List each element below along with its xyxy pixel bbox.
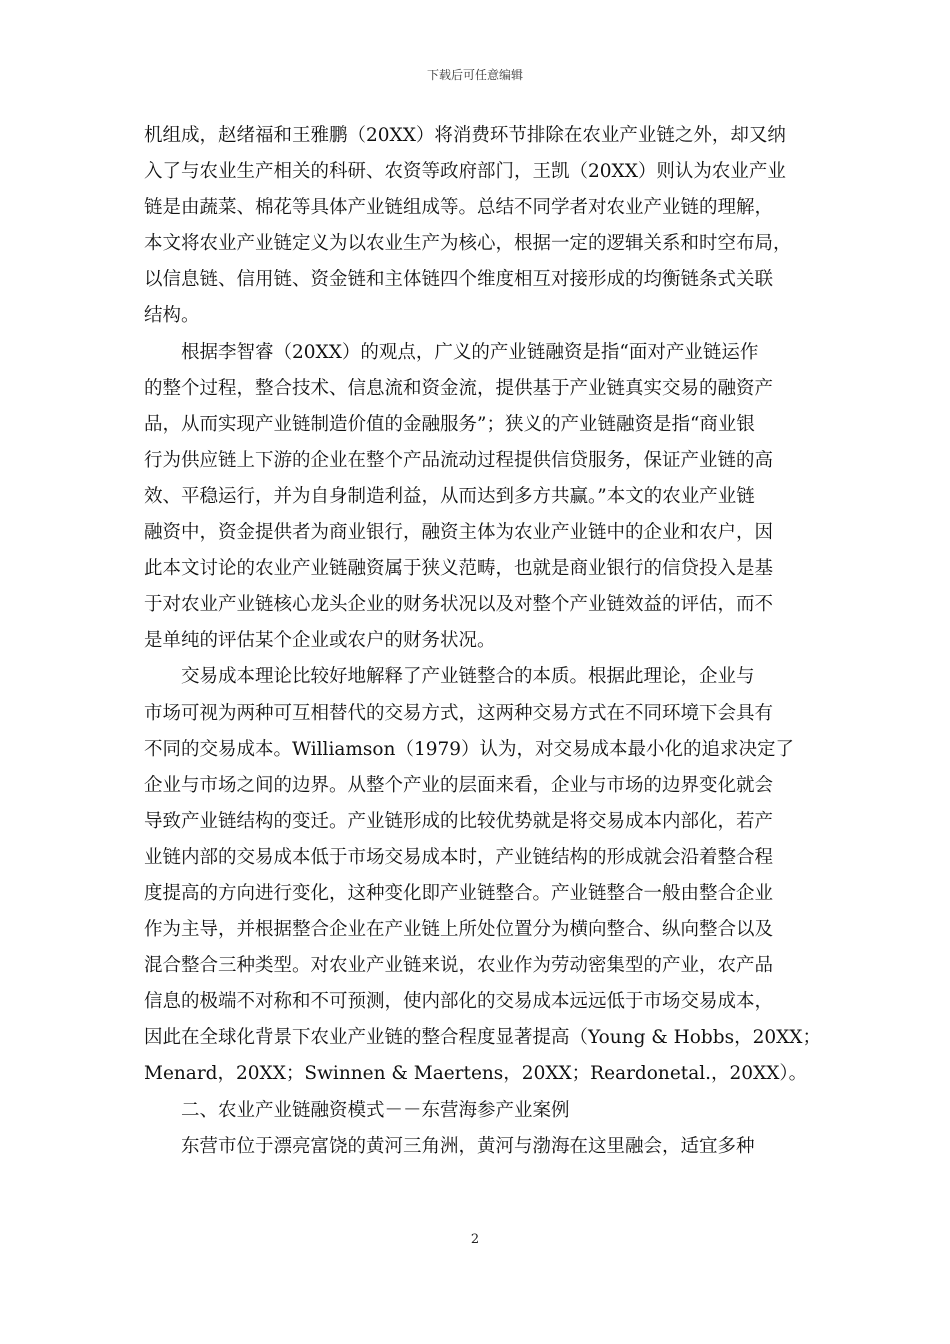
page-number: 2 — [470, 1232, 480, 1247]
text-line: 业链内部的交易成本低于市场交易成本时，产业链结构的形成就会沿着整合程 — [144, 846, 774, 868]
text-line: 作为主导，并根据整合企业在产业链上所处位置分为横向整合、纵向整合以及 — [144, 919, 774, 941]
text-line: 企业与市场之间的边界。从整个产业的层面来看，企业与市场的边界变化就会 — [144, 774, 774, 796]
text-line: 行为供应链上下游的企业在整个产品流动过程提供信贷服务，保证产业链的高 — [144, 449, 774, 471]
text-line: 度提高的方向进行变化，这种变化即产业链整合。产业链整合一般由整合企业 — [144, 882, 774, 904]
text-line: 效、平稳运行，并为自身制造利益，从而达到多方共赢。”本文的农业产业链 — [144, 485, 755, 507]
text-line: 链是由蔬菜、棉花等具体产业链组成等。总结不同学者对农业产业链的理解， — [144, 197, 774, 219]
text-line: 此本文讨论的农业产业链融资属于狭义范畴，也就是商业银行的信贷投入是基 — [144, 558, 774, 580]
text-line: 本文将农业产业链定义为以农业生产为核心，根据一定的逻辑关系和时空布局， — [144, 233, 792, 255]
text-line: 入了与农业生产相关的科研、农资等政府部门，王凯（20XX）则认为农业产业 — [144, 161, 786, 183]
text-line: 因此在全球化背景下农业产业链的整合程度显著提高（Young & Hobbs，20XX； — [144, 1027, 821, 1049]
section-heading: 二、农业产业链融资模式－－东营海参产业案例 — [144, 1099, 570, 1121]
text-line: 不同的交易成本。Williamson（1979）认为，对交易成本最小化的追求决定了 — [144, 738, 795, 760]
text-line: 根据李智睿（20XX）的观点，广义的产业链融资是指“面对产业链运作 — [144, 341, 759, 363]
text-line: 的整个过程，整合技术、信息流和资金流，提供基于产业链真实交易的融资产 — [144, 377, 774, 399]
text-line: Menard，20XX；Swinnen & Maertens，20XX；Reardonetal.，20XX）。 — [144, 1063, 808, 1085]
text-line: 机组成，赵绪福和王雅鹏（20XX）将消费环节排除在农业产业链之外，却又纳 — [144, 125, 786, 146]
text-line: 市场可视为两种可互相替代的交易方式，这两种交易方式在不同环境下会具有 — [144, 702, 774, 724]
text-line: 结构。 — [144, 305, 200, 327]
text-line: 是单纯的评估某个企业或农户的财务状况。 — [144, 630, 496, 652]
text-line: 以信息链、信用链、资金链和主体链四个维度相互对接形成的均衡链条式关联 — [144, 269, 774, 291]
text-line: 混合整合三种类型。对农业产业链来说，农业作为劳动密集型的产业，农产品 — [144, 955, 774, 977]
text-line: 信息的极端不对称和不可预测，使内部化的交易成本远远低于市场交易成本， — [144, 991, 774, 1013]
page-header: 下载后可任意编辑 — [426, 68, 523, 82]
text-line: 交易成本理论比较好地解释了产业链整合的本质。根据此理论，企业与 — [144, 666, 755, 688]
text-line: 于对农业产业链核心龙头企业的财务状况以及对整个产业链效益的评估，而不 — [144, 594, 774, 616]
text-line: 东营市位于漂亮富饶的黄河三角洲，黄河与渤海在这里融会，适宜多种 — [144, 1135, 755, 1157]
text-line: 品，从而实现产业链制造价值的金融服务”；狭义的产业链融资是指“商业银 — [144, 413, 755, 435]
text-line: 导致产业链结构的变迁。产业链形成的比较优势就是将交易成本内部化，若产 — [144, 810, 774, 832]
body-text — [144, 118, 821, 1165]
text-line: 融资中，资金提供者为商业银行，融资主体为农业产业链中的企业和农户，因 — [144, 522, 774, 544]
